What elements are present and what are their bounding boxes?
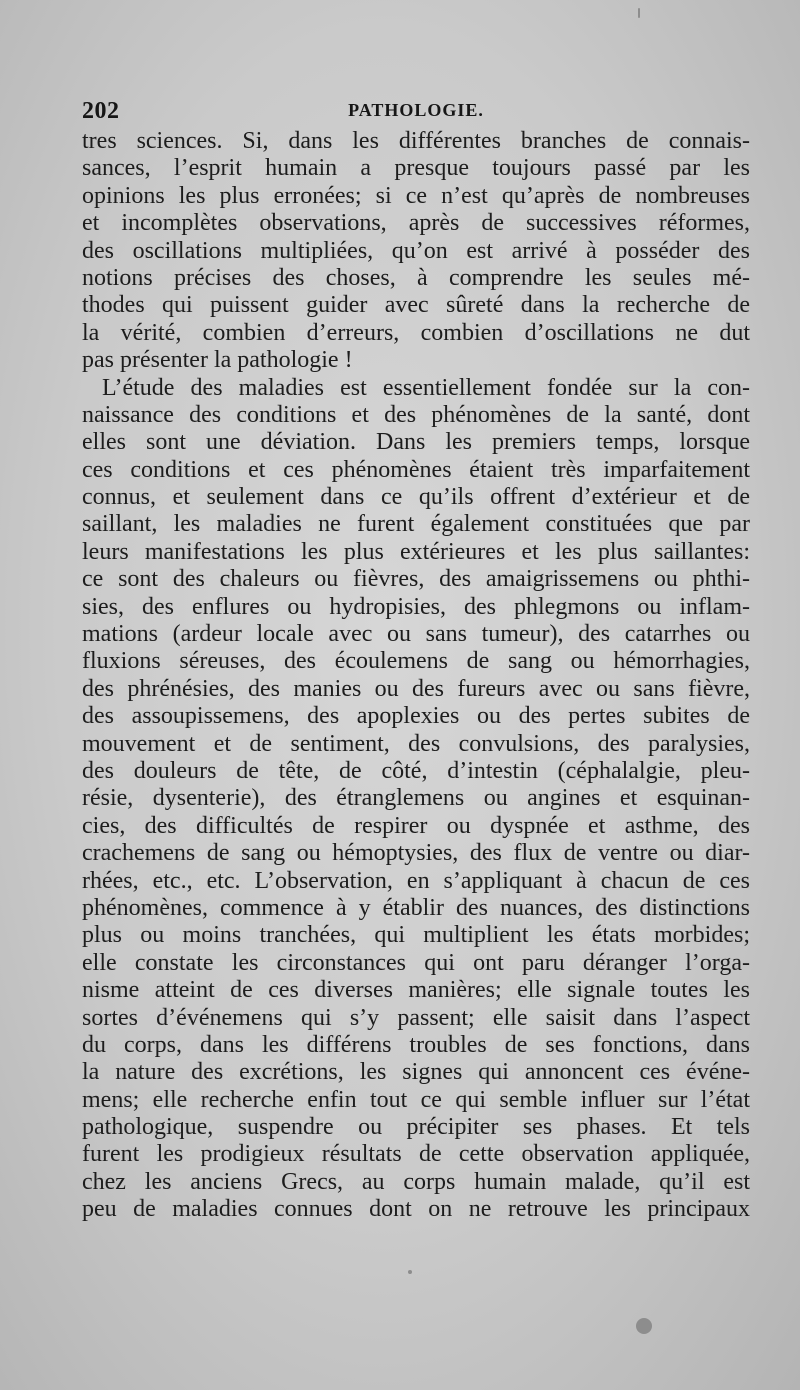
text-line: connus, et seulement dans ce qu’ils offrent d’extérieur et de [82, 484, 750, 511]
text-line: notions précises des choses, à comprendre les seules mé- [82, 264, 750, 291]
text-line: rhées, etc., etc. L’observation, en s’appliquant à chacun de ces [82, 867, 750, 894]
text-line: mouvement et de sentiment, des convulsions, des paralysies, [82, 730, 750, 757]
running-head [82, 98, 750, 130]
text-line: la vérité, combien d’erreurs, combien d’oscillations ne dut [82, 319, 750, 346]
text-line: L’étude des maladies est essentiellement fondée sur la con- [102, 374, 750, 401]
text-line: mations (ardeur locale avec ou sans tumeur), des catarrhes ou [82, 621, 750, 648]
text-line: pathologique, suspendre ou précipiter ses phases. Et tels [82, 1114, 750, 1141]
text-line: elle constate les circonstances qui ont paru déranger l’orga- [82, 949, 750, 976]
text-line: furent les prodigieux résultats de cette observation appliquée, [82, 1141, 750, 1168]
paper-speck [636, 1318, 652, 1334]
text-line: sies, des enflures ou hydropisies, des phlegmons ou inflam- [82, 593, 750, 620]
text-line: des douleurs de tête, de côté, d’intestin (céphalalgie, pleu- [82, 757, 750, 784]
text-line: ce sont des chaleurs ou fièvres, des amaigrissemens ou phthi- [82, 566, 750, 593]
text-line: chez les anciens Grecs, au corps humain malade, qu’il est [82, 1168, 750, 1195]
text-line: tres sciences. Si, dans les différentes branches de connais- [82, 128, 750, 154]
text-line: des phrénésies, des manies ou des fureurs avec ou sans fièvre, [82, 675, 750, 702]
text-line: du corps, dans les différens troubles de ses fonctions, dans [82, 1031, 750, 1058]
text-line: phénomènes, commence à y établir des nuances, des distinctions [82, 894, 750, 921]
text-line: opinions les plus erronées; si ce n’est qu’après de nombreuses [82, 182, 750, 209]
text-line: sortes d’événemens qui s’y passent; elle saisit dans l’aspect [82, 1004, 750, 1031]
text-line: ces conditions et ces phénomènes étaient très imparfaitement [82, 456, 750, 483]
text-line: leurs manifestations les plus extérieures et les plus saillantes: [82, 538, 750, 565]
text-line: saillant, les maladies ne furent également constituées que par [82, 511, 750, 538]
text-line: sances, l’esprit humain a presque toujours passé par les [82, 155, 750, 182]
text-line: elles sont une déviation. Dans les premiers temps, lorsque [82, 429, 750, 456]
text-line: des assoupissemens, des apoplexies ou des pertes subites de [82, 703, 750, 730]
paper-speck [638, 8, 640, 18]
text-line: plus ou moins tranchées, qui multiplient les états morbides; [82, 922, 750, 949]
text-line: pas présenter la pathologie ! [82, 347, 353, 374]
text-line: nisme atteint de ces diverses manières; elle signale toutes les [82, 977, 750, 1004]
text-line: crachemens de sang ou hémoptysies, des flux de ventre ou diar- [82, 840, 750, 867]
body-text [82, 128, 750, 1224]
text-line: la nature des excrétions, les signes qui annoncent ces événe- [82, 1059, 750, 1086]
text-line: résie, dysenterie), des étranglemens ou angines et esquinan- [82, 785, 750, 812]
section-title: PATHOLOGIE. [348, 100, 484, 120]
text-line: des oscillations multipliées, qu’on est arrivé à posséder des [82, 237, 750, 264]
paper-speck [408, 1270, 412, 1274]
text-line: peu de maladies connues dont on ne retrouve les principaux [82, 1196, 750, 1223]
text-line: naissance des conditions et des phénomènes de la santé, dont [82, 401, 750, 428]
text-line: et incomplètes observations, après de successives réformes, [82, 210, 750, 237]
text-line: cies, des difficultés de respirer ou dyspnée et asthme, des [82, 812, 750, 839]
page-number: 202 [82, 98, 120, 124]
text-line: mens; elle recherche enfin tout ce qui semble influer sur l’état [82, 1086, 750, 1113]
text-line: thodes qui puissent guider avec sûreté dans la recherche de [82, 292, 750, 319]
text-line: fluxions séreuses, des écoulemens de sang ou hémorrhagies, [82, 648, 750, 675]
